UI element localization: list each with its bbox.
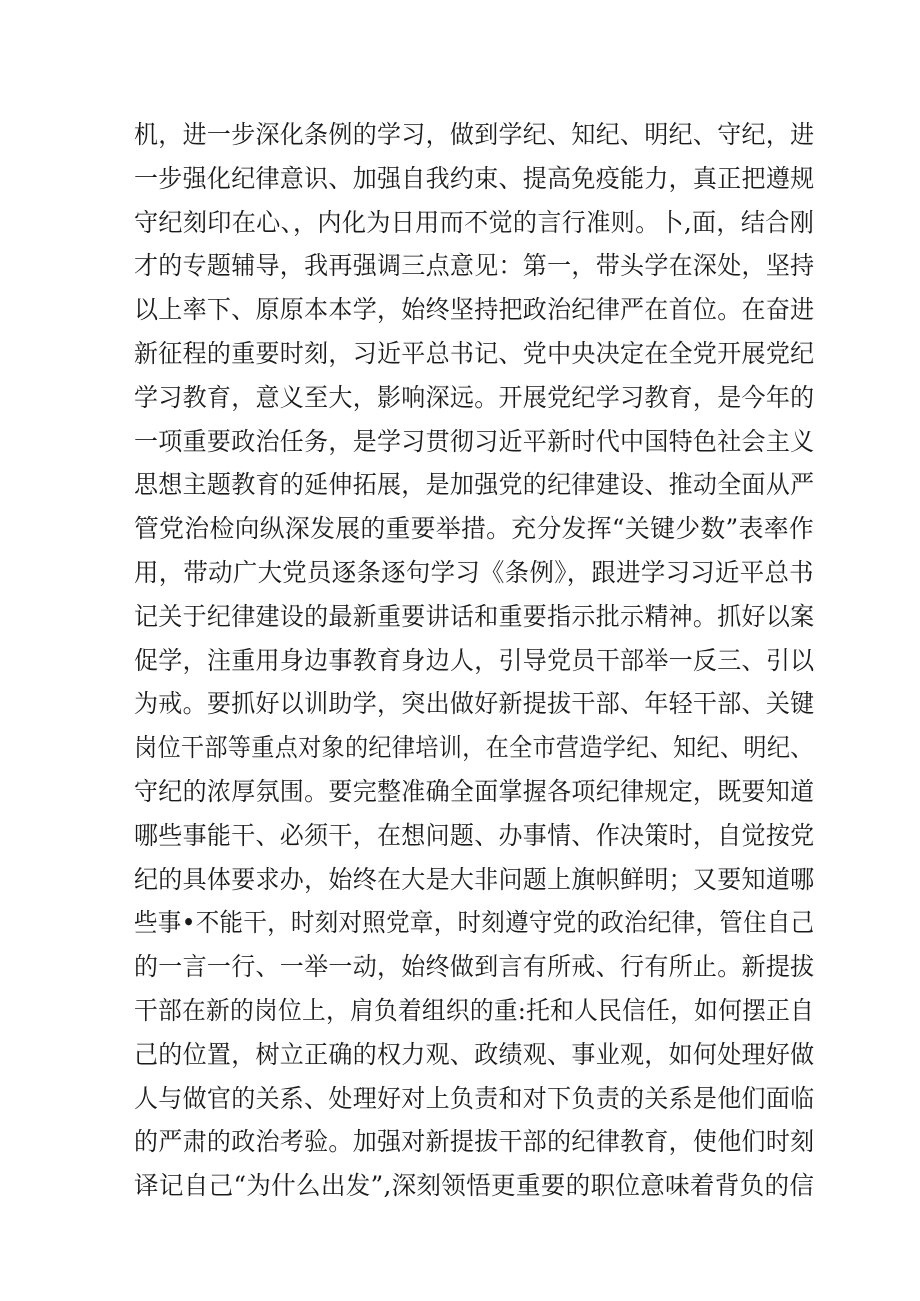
text-line-7: 学习教育，意义至大，影响深远。开展党纪学习教育，是今年的 bbox=[134, 382, 815, 412]
text-line-1: 机，进一步深化条例的学习，做到学纪、知纪、明纪、守纪，进 bbox=[134, 120, 815, 149]
text-line-21: 干部在新的岗位上，肩负着组织的重:托和人民信任，如何摆正自 bbox=[134, 995, 815, 1025]
text-line-9: 思想主题教育的延伸拓展，是加强党的纪律建设、推动全面从严 bbox=[134, 470, 815, 500]
text-line-14: 为戒。要抓好以训助学，突出做好新提拔干部、年轻干部、关键 bbox=[134, 689, 815, 719]
text-line-25: 译记自己“为什么出发”,深刻领悟更重要的职位意味着背负的信 bbox=[134, 1171, 815, 1201]
text-line-2: 一步强化纪律意识、加强自我约束、提高免疫能力，真正把遵规 bbox=[134, 163, 815, 193]
text-line-23: 人与做官的关系、处理好对上负责和对下负责的关系是他们面临 bbox=[134, 1083, 815, 1113]
text-line-5: 以上率下、原原本本学，始终坚持把政治纪律严在首位。在奋进 bbox=[134, 295, 815, 325]
text-line-20: 的一言一行、一举一动，始终做到言有所戒、行有所止。新提拔 bbox=[134, 952, 815, 982]
text-line-16: 守纪的浓厚氛围。要完整准确全面掌握各项纪律规定，既要知道 bbox=[134, 776, 815, 806]
text-line-24: 的严肃的政治考验。加强对新提拔干部的纪律教育，使他们时刻 bbox=[134, 1127, 815, 1157]
text-line-13: 促学，注重用身边事教育身边人，引导党员干部举一反三、引以 bbox=[134, 645, 815, 675]
text-line-6: 新征程的重要时刻，习近平总书记、党中央决定在全党开展党纪 bbox=[134, 338, 815, 368]
text-line-19: 些事•不能干，时刻对照党章，时刻遵守党的政治纪律，管住自己 bbox=[134, 908, 815, 938]
body-paragraph bbox=[134, 113, 814, 1208]
text-line-22: 己的位置，树立正确的权力观、政绩观、事业观，如何处理好做 bbox=[134, 1039, 815, 1069]
text-line-15: 岗位干部等重点对象的纪律培训，在全市营造学纪、知纪、明纪、 bbox=[134, 733, 814, 763]
text-line-4: 才的专题辅导，我再强调三点意见：第一，带头学在深处，坚持 bbox=[134, 251, 815, 281]
text-line-10: 管党治检向纵深发展的重要举措。充分发挥“关键少数”表率作 bbox=[134, 514, 815, 544]
text-line-12: 记关于纪律建设的最新重要讲话和重要指示批示精神。抓好以案 bbox=[134, 601, 815, 631]
text-line-8: 一项重要政治任务，是学习贯彻习近平新时代中国特色社会主义 bbox=[134, 426, 815, 456]
text-line-17: 哪些事能干、必须干，在想问题、办事情、作决策时，自觉按党 bbox=[134, 820, 815, 850]
text-line-11: 用，带动广大党员逐条逐句学习《条例》，跟进学习习近平总书 bbox=[134, 557, 814, 587]
text-line-18: 纪的具体要求办，始终在大是大非问题上旗帜鲜明；又要知道哪 bbox=[134, 864, 815, 894]
text-line-3: 守纪刻印在心、，内化为日用而不觉的言行准则。卜,面，结合刚 bbox=[134, 207, 815, 237]
